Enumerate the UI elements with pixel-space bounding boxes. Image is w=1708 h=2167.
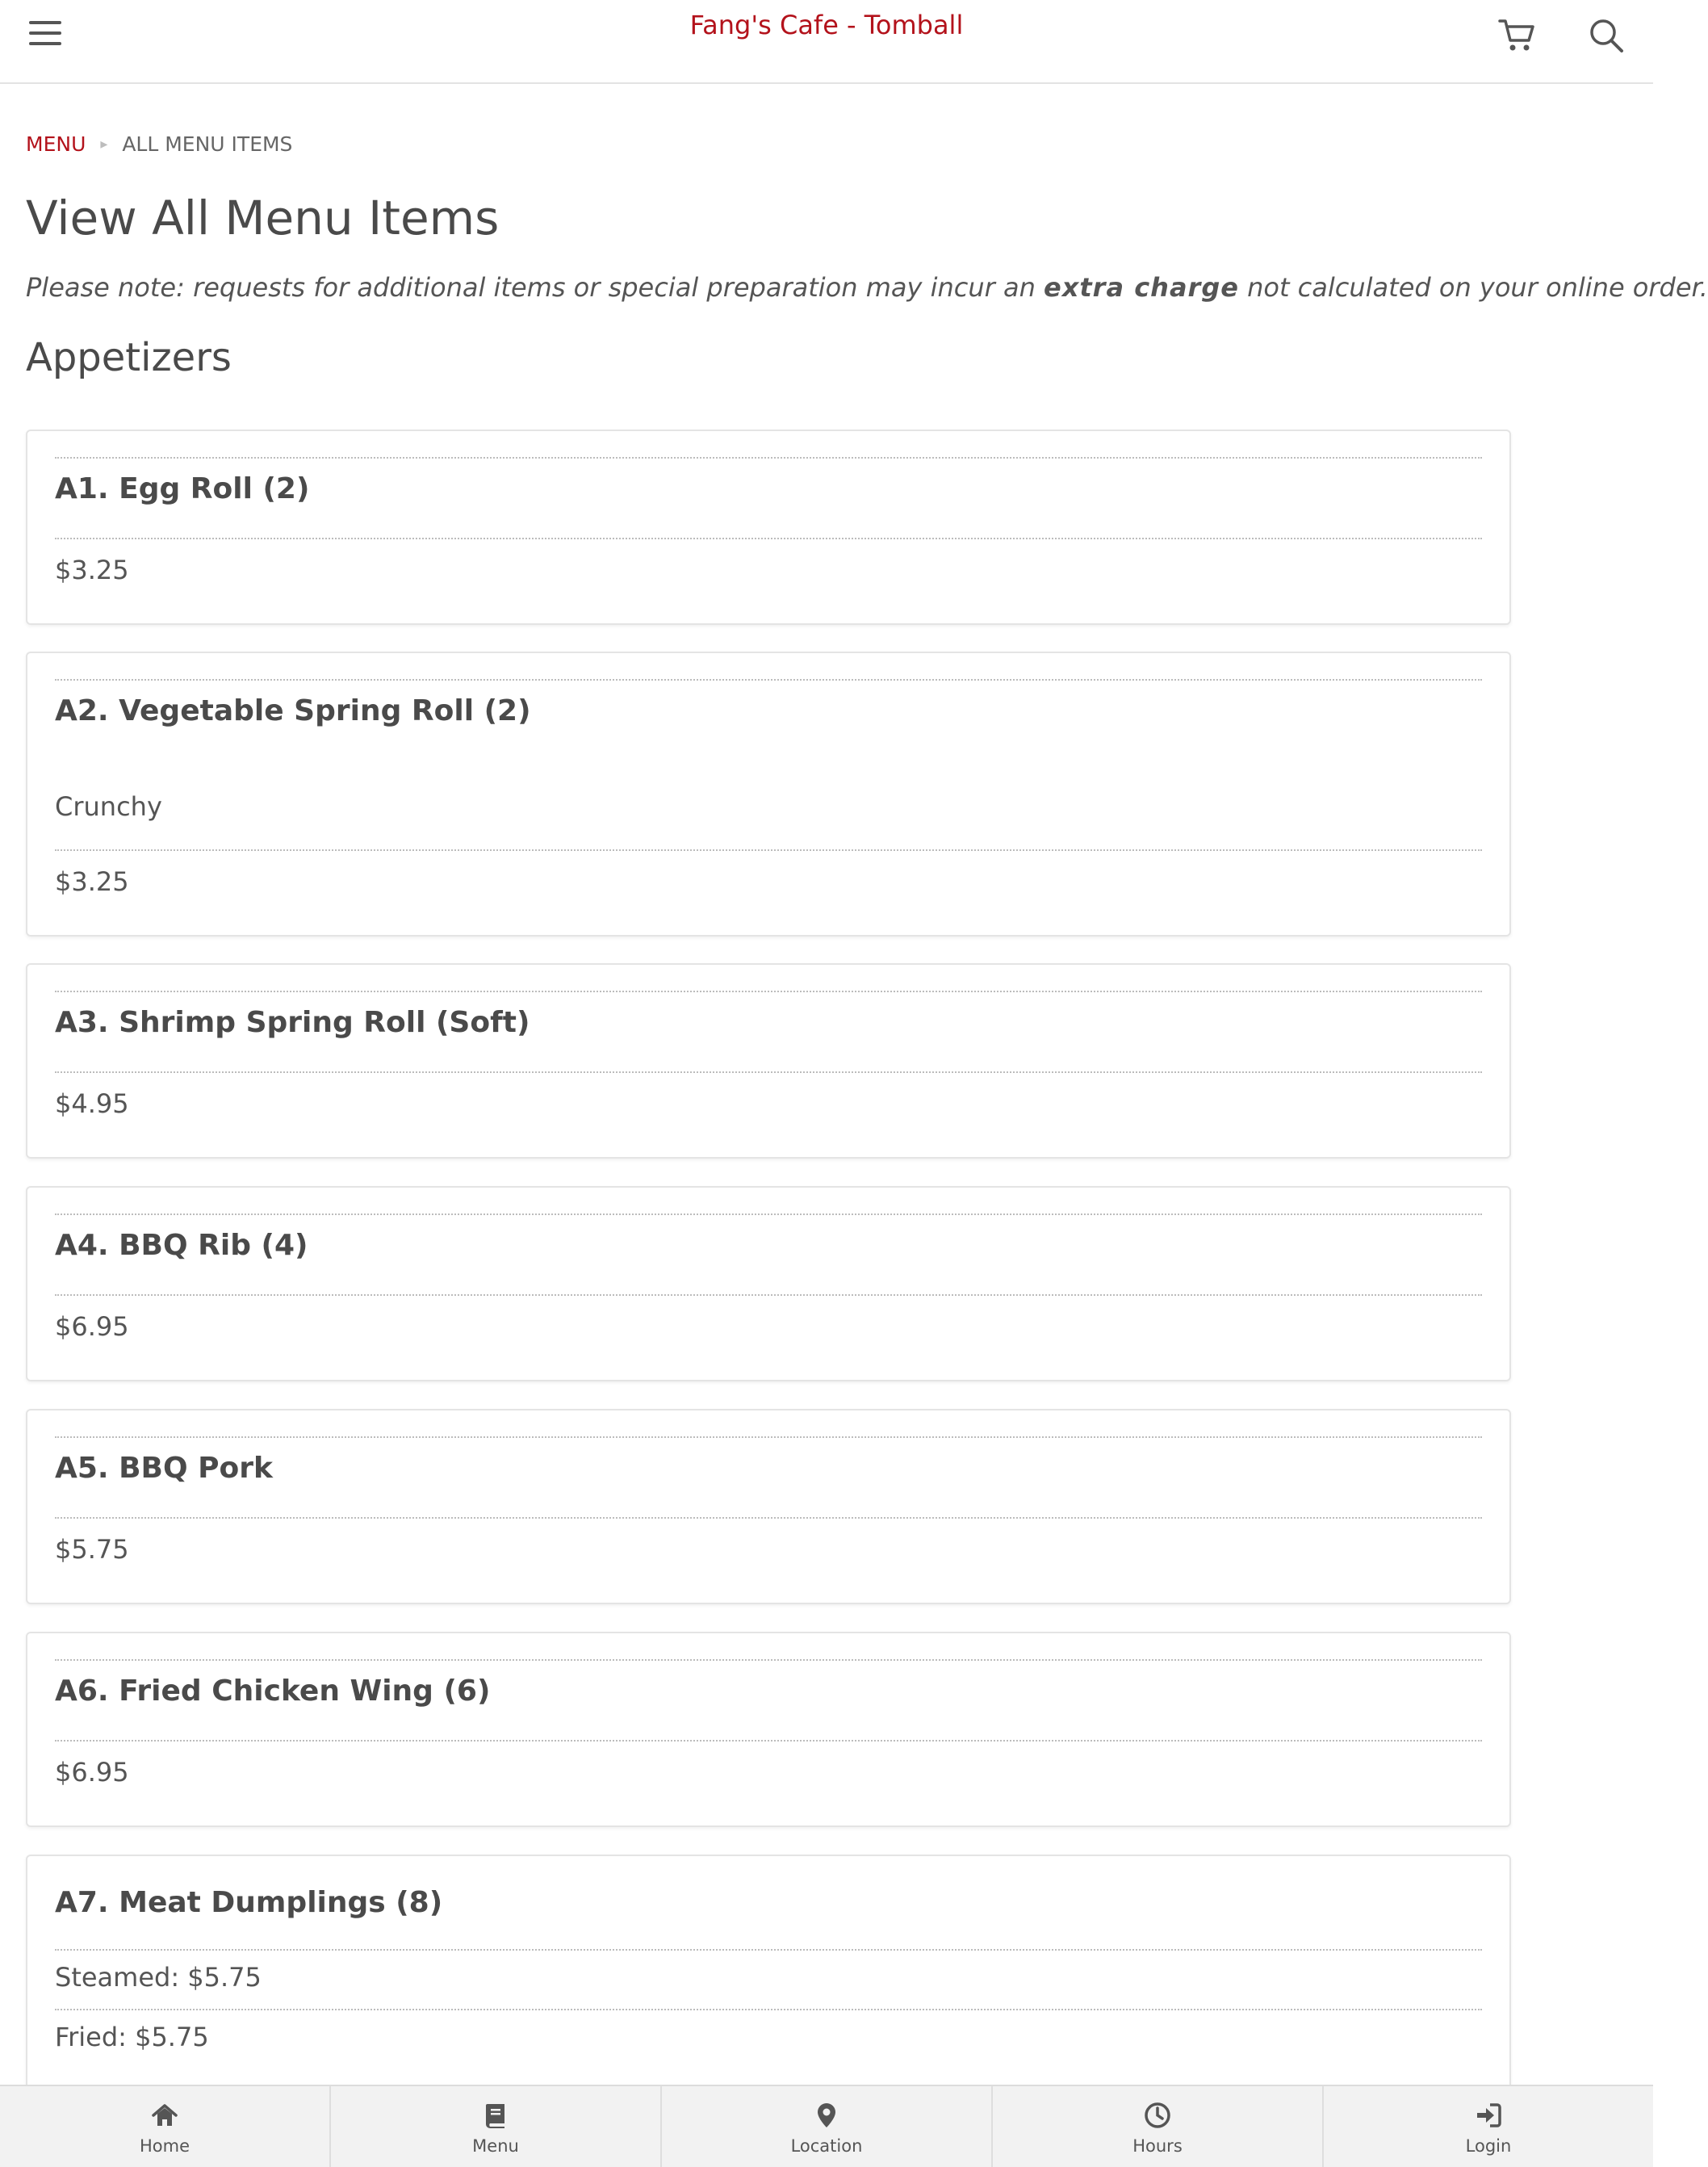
menu-item-card[interactable] [26,1855,1511,2113]
nav-location[interactable] [662,2086,993,2167]
order-note-emphasis: extra charge [1044,272,1239,303]
menu-item-price: $4.95 [55,1088,129,1119]
search-icon[interactable] [1585,15,1627,57]
nav-hours[interactable] [993,2086,1324,2167]
dotted-divider [55,1949,1482,1951]
dotted-divider [55,849,1482,851]
nav-login-label: Login [1465,2136,1512,2156]
home-icon [150,2101,179,2130]
nav-menu[interactable] [331,2086,662,2167]
menu-item-card[interactable] [26,1409,1511,1604]
dotted-divider [55,1294,1482,1296]
nav-menu-label: Menu [472,2136,519,2156]
breadcrumb [26,131,292,161]
dotted-divider [55,457,1482,459]
nav-location-label: Location [790,2136,863,2156]
menu-item-card[interactable] [26,1186,1511,1381]
nav-hours-label: Hours [1132,2136,1183,2156]
page-title: View All Menu Items [26,191,500,245]
menu-item-price: $3.25 [55,866,129,897]
menu-item-name: A7. Meat Dumplings (8) [55,1886,443,1919]
dotted-divider [55,1740,1482,1742]
dotted-divider [55,2009,1482,2010]
breadcrumb-menu-link[interactable]: MENU [26,132,86,156]
dotted-divider [55,1436,1482,1438]
section-title-appetizers: Appetizers [26,335,232,380]
breadcrumb-current: ALL MENU ITEMS [122,132,293,156]
site-header [0,0,1653,84]
cart-icon[interactable] [1497,15,1538,57]
menu-item-name: A3. Shrimp Spring Roll (Soft) [55,1006,530,1039]
menu-item-option[interactable]: Fried: $5.75 [55,2022,209,2052]
dotted-divider [55,1213,1482,1215]
menu-item-price: $5.75 [55,1534,129,1565]
clock-icon [1143,2101,1172,2130]
nav-login[interactable] [1324,2086,1653,2167]
menu-item-name: A4. BBQ Rib (4) [55,1229,308,1262]
menu-item-name: A6. Fried Chicken Wing (6) [55,1674,491,1708]
chevron-right-icon: ▸ [100,136,108,153]
menu-item-description: Crunchy [55,791,162,822]
dotted-divider [55,1071,1482,1073]
sign-in-icon [1474,2101,1503,2130]
nav-home-label: Home [139,2136,190,2156]
site-title[interactable]: Fang's Cafe - Tomball [689,10,964,40]
menu-item-option[interactable]: Steamed: $5.75 [55,1962,262,1993]
menu-item-name: A1. Egg Roll (2) [55,472,310,505]
menu-item-price: $3.25 [55,555,129,585]
order-note-text: Please note: requests for additional items or special preparation may incur an [26,272,1044,303]
menu-item-card[interactable] [26,963,1511,1159]
dotted-divider [55,991,1482,992]
menu-item-name: A5. BBQ Pork [55,1452,273,1485]
nav-home[interactable] [0,2086,331,2167]
dotted-divider [55,1517,1482,1519]
book-icon [481,2101,510,2130]
menu-item-name: A2. Vegetable Spring Roll (2) [55,694,531,727]
dotted-divider [55,538,1482,539]
dotted-divider [55,679,1482,681]
menu-item-card[interactable] [26,652,1511,937]
menu-item-card[interactable] [26,1632,1511,1827]
map-marker-icon [812,2101,841,2130]
menu-item-card[interactable] [26,430,1511,625]
menu-item-price: $6.95 [55,1757,129,1788]
order-note-text-end: not calculated on your online order. [1238,272,1708,303]
order-note [26,270,1708,305]
menu-item-price: $6.95 [55,1311,129,1342]
bottom-nav [0,2085,1653,2167]
dotted-divider [55,1659,1482,1661]
